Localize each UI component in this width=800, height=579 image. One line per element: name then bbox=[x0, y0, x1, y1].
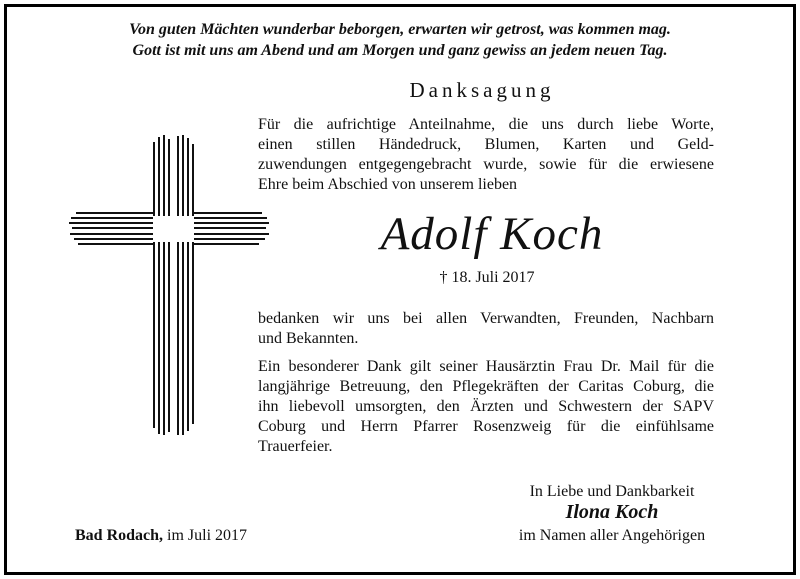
signer-family: im Namen aller Angehörigen bbox=[518, 527, 706, 544]
intro-line: zuwendungen entgegengebracht wurde, sowie für die erwiesene bbox=[258, 156, 714, 173]
intro-paragraph bbox=[258, 115, 714, 195]
death-date: † 18. Juli 2017 bbox=[439, 269, 535, 286]
heading-danksagung: Danksagung bbox=[409, 78, 555, 102]
place-and-date bbox=[75, 527, 247, 545]
thanks-line: und Bekannten. bbox=[258, 330, 359, 347]
intro-line: Für die aufrichtige Anteilnahme, die uns durch liebe Worte, bbox=[258, 116, 714, 133]
cross-icon bbox=[69, 135, 269, 435]
motto-line-2: Gott ist mit uns am Abend und am Morgen und ganz gewiss an jedem neuen Tag. bbox=[132, 42, 668, 59]
special-line: Coburg und Herrn Pfarrer Rosenzweig für die einfühlsame bbox=[258, 418, 714, 435]
motto-line-1: Von guten Mächten wunderbar beborgen, erwarten wir getrost, was kommen mag. bbox=[129, 21, 671, 38]
thanks-line: bedanken wir uns bei allen Verwandten, Freunden, Nachbarn bbox=[258, 310, 714, 327]
special-thanks-paragraph bbox=[258, 357, 714, 457]
signer-name: Ilona Koch bbox=[565, 501, 659, 523]
intro-line: einen stillen Händedruck, Blumen, Karten und Geld- bbox=[258, 136, 714, 153]
bonhoeffer-motto bbox=[7, 19, 793, 61]
intro-line: Ehre beim Abschied von unserem lieben bbox=[258, 176, 518, 193]
thanks-paragraph bbox=[258, 309, 714, 349]
place-date: im Juli 2017 bbox=[167, 527, 248, 544]
deceased-name: Adolf Koch bbox=[380, 208, 604, 260]
place-town: Bad Rodach, bbox=[75, 527, 164, 544]
special-line: Ein besonderer Dank gilt seiner Hausärztin Frau Dr. Mail für die bbox=[258, 358, 714, 375]
special-line: Trauerfeier. bbox=[258, 438, 333, 455]
special-line: ihn liebevoll umsorgten, den Ärzten und Schwestern der SAPV bbox=[258, 398, 714, 415]
special-line: langjährige Betreuung, den Pflegekräften der Caritas Coburg, die bbox=[258, 378, 714, 395]
closing-greeting: In Liebe und Dankbarkeit bbox=[529, 483, 695, 500]
obituary-card bbox=[4, 4, 796, 575]
